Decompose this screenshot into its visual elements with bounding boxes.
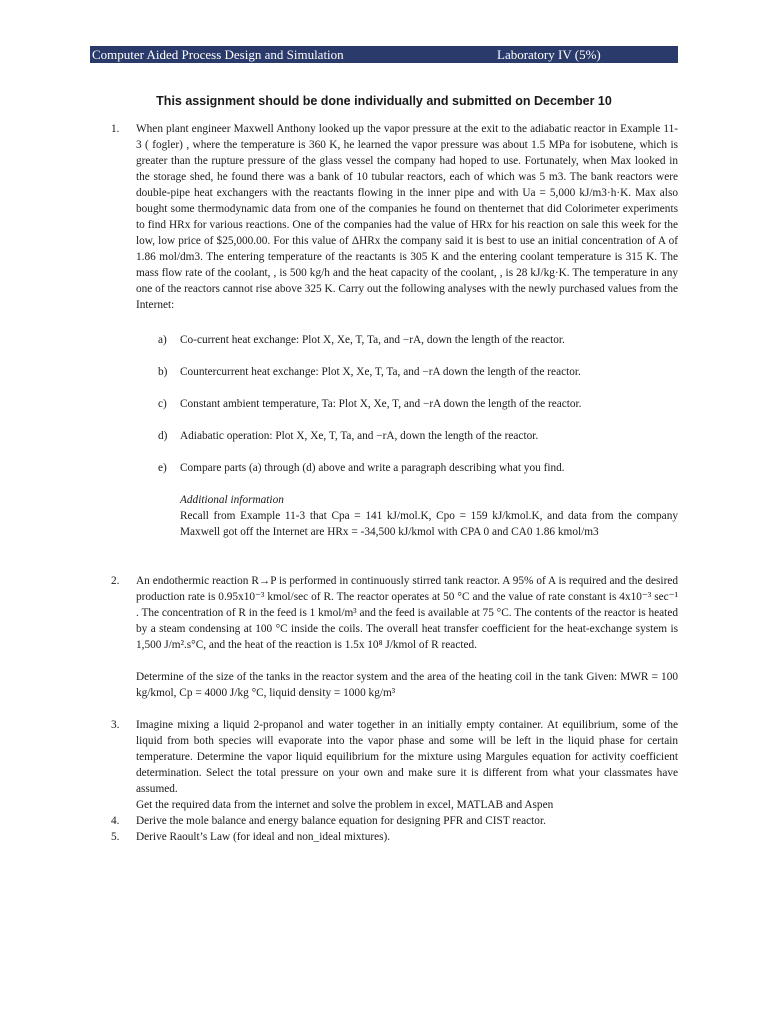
q1-item-text: Constant ambient temperature, Ta: Plot X, Xe, T, and −rA down the length of the reactor. [180, 398, 582, 410]
q5-text: Derive Raoult’s Law (for ideal and non_ideal mixtures). [136, 831, 391, 843]
q2-text-given: Determine of the size of the tanks in the reactor system and the area of the heating coil in the tank Given: MWR = 100 kg/kmol, Cp = 4000 J/kg °C, liquid density = 1000 kg/m³ [136, 671, 678, 699]
q1-number: 1. [111, 123, 120, 135]
q1-item-label: a) [158, 334, 167, 346]
q3-text-data: Get the required data from the internet and solve the problem in excel, MATLAB and Aspen [136, 799, 554, 811]
additional-info-label: Additional information [180, 494, 284, 506]
q5-number: 5. [111, 831, 120, 843]
q1-item-text: Co-current heat exchange: Plot X, Xe, T, Ta, and −rA, down the length of the reactor. [180, 334, 565, 346]
header-bar [90, 46, 678, 63]
q1-item-text: Countercurrent heat exchange: Plot X, Xe, T, Ta, and −rA down the length of the reactor. [180, 366, 581, 378]
q1-item-label: d) [158, 430, 168, 442]
q1-text: When plant engineer Maxwell Anthony looked up the vapor pressure at the exit to the adiabatic reactor in Example 11-3 ( fogler) , where the temperature is 360 K, he learned the vapor pressure was about 1.5 MPa for isobutene, which is greater than the rupture pressure of the glass vessel the company had hoped to use. Fortunately, when Max looked in the storage shed, he found there was a bank of 10 tubular reactors, each of which was 5 m3. The bank reactors were double-pipe heat exchangers with the reactants flowing in the inner pipe and with Ua = 5,000 kJ/m3·h·K. Max also bought some thermodynamic data from one of the companies he found on thenternet that did Colorimeter experiments to find HRx for various reactions. One of the companies had the value of HRx for his reaction on sale this week for the low, low price of $25,000.00. For this value of ΔHRx the company said it is best to use an initial concentration of A of 1.86 mol/dm3. The entering temperature of the reactants is 305 K and the entering coolant temperature is 315 K. The mass flow rate of the coolant, , is 500 kg/h and the heat capacity of the coolant, , is 28 kJ/kg·K. The temperature in any one of the reactors cannot rise above 325 K. Carry out the following analyses with the newly purchased values from the Internet: [136, 123, 678, 311]
q1-item-text: Adiabatic operation: Plot X, Xe, T, Ta, and −rA, down the length of the reactor. [180, 430, 539, 442]
q3-number: 3. [111, 719, 120, 731]
q1-item-label: c) [158, 398, 167, 410]
additional-info-text: Recall from Example 11-3 that Cpa = 141 kJ/mol.K, Cpo = 159 kJ/kmol.K, and data from the company Maxwell got off the Internet are HRx = -34,500 kJ/kmol with CPA 0 and CA0 1.86 kmol/m3 [180, 510, 678, 538]
assignment-title: This assignment should be done individually and submitted on December 10 [156, 94, 612, 108]
q1-item-text: Compare parts (a) through (d) above and write a paragraph describing what you find. [180, 462, 565, 474]
q3-text: Imagine mixing a liquid 2-propanol and water together in an initially empty container. At equilibrium, some of the liquid from both species will evaporate into the vapor phase and some will be left in the liquid phase for certain temperature. Determine the vapor liquid equilibrium for the mixture using Margules equation for activity coefficient determination. Select the total pressure on your own and make sure it is different from what your classmates have assumed. [136, 719, 678, 795]
course-title: Computer Aided Process Design and Simulation [92, 47, 344, 62]
q1-item-label: e) [158, 462, 167, 474]
q4-number: 4. [111, 815, 120, 827]
q1-item-label: b) [158, 366, 168, 378]
q2-number: 2. [111, 575, 120, 587]
q4-text: Derive the mole balance and energy balance equation for designing PFR and CIST reactor. [136, 815, 546, 827]
q2-text: An endothermic reaction R→P is performed in continuously stirred tank reactor. A 95% of A is required and the desired production rate is 0.95x10⁻³ kmol/sec of R. The reactor operates at 50 °C and the value of rate constant is 4x10⁻³ sec⁻¹ . The concentration of R in the feed is 1 kmol/m³ and the feed is available at 75 °C. The contents of the reactor is heated by a steam condensing at 100 °C inside the coils. The overall heat transfer coefficient for the heat-exchange system is 1,500 J/m².s°C, and the heat of the reaction is 1.5x 10⁸ J/kmol of R reacted. [136, 575, 678, 651]
lab-label: Laboratory IV (5%) [497, 47, 601, 62]
